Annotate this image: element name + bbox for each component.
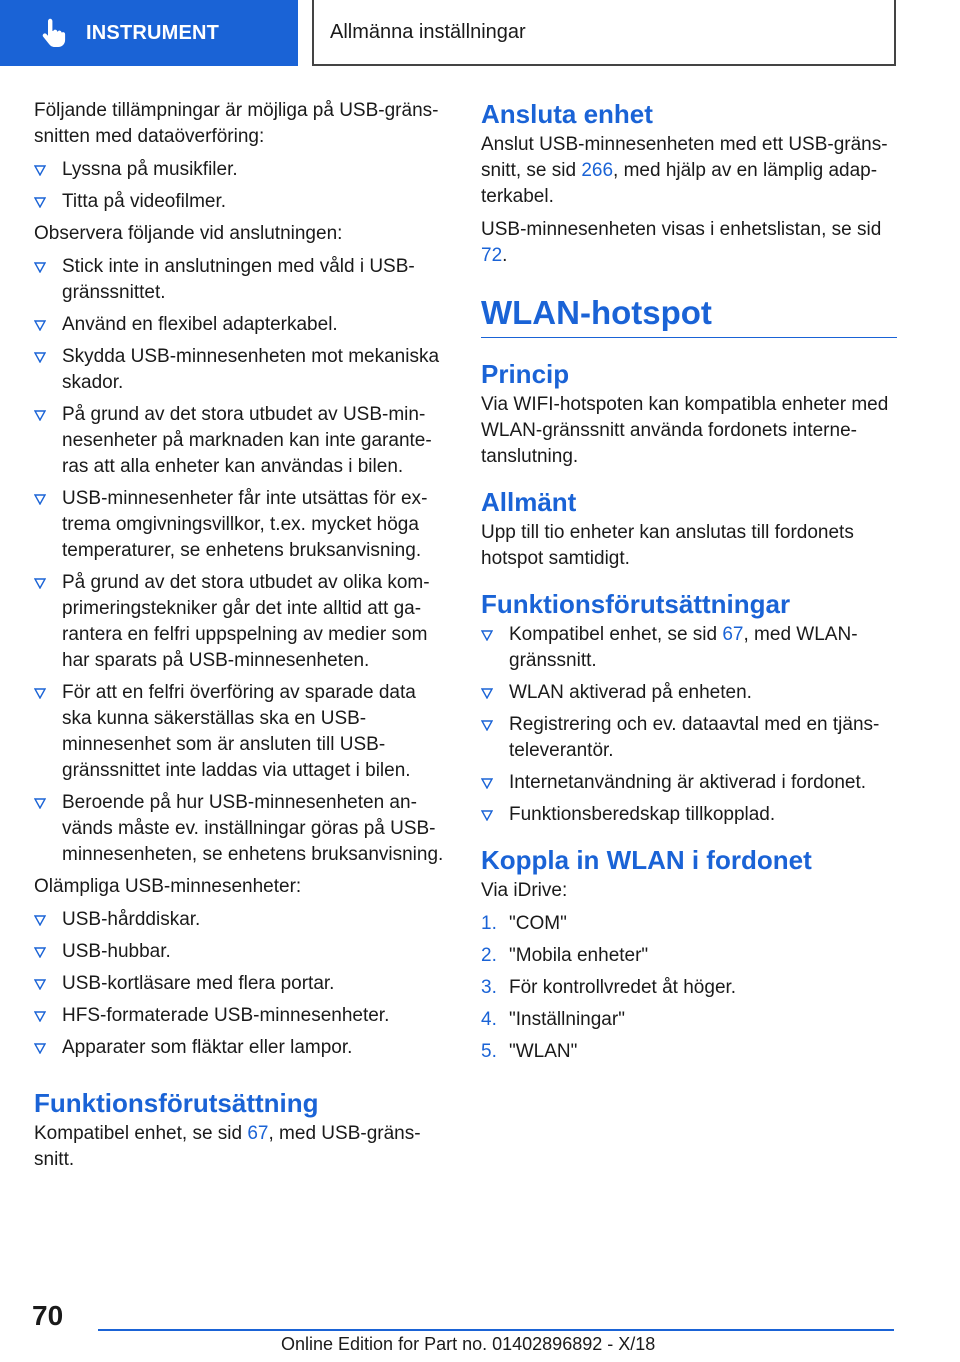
list-item: Stick inte in anslutningen med våld i USB-gränssnittet. [34,254,450,306]
triangle-bullet-icon [34,947,46,958]
step-item: 1. "COM" [481,911,897,937]
connect-text: Anslut USB-minnesenheten med ett USB-gränssnitt, se sid 266, med hjälp av en lämplig adapterkabel. [481,134,888,207]
left-column [34,98,450,1180]
step-item: 3. För kontrollvredet åt höger. [481,975,897,1001]
requirements-heading: Funktionsförutsättningar [481,589,791,619]
chapter-tab-label: INSTRUMENT [86,21,220,44]
apps-list [34,157,450,215]
requirement-text: Kompatibel enhet, se sid 67, med USB-gränssnitt. [34,1123,421,1170]
step-number: 4. [481,1009,497,1030]
step-item: 2. "Mobila enheter" [481,943,897,969]
list-item: USB-kortläsare med flera portar. [34,971,450,997]
unsuitable-text: Olämpliga USB-minnesenheter: [34,876,302,897]
list-item: Skydda USB-minnesenheten mot mekaniska skador. [34,344,450,396]
list-item: WLAN aktiverad på enheten. [481,680,897,706]
step-number: 2. [481,945,497,966]
triangle-bullet-icon [34,197,46,208]
triangle-bullet-icon [481,720,493,731]
list-item: Apparater som fläktar eller lampor. [34,1035,450,1061]
principle-heading: Princip [481,359,570,389]
triangle-bullet-icon [34,262,46,273]
triangle-bullet-icon [34,979,46,990]
list-item: Beroende på hur USB-minnesenheten används måste ev. inställningar göras på USB-minnesenheten, se enhetens bruksanvisning. [34,790,450,868]
step-item: 4. "Inställningar" [481,1007,897,1033]
list-item: Funktionsberedskap tillkopplad. [481,802,897,828]
triangle-bullet-icon [34,688,46,699]
list-item: På grund av det stora utbudet av olika komprimeringstekniker går det inte alltid att garantera en felfri uppspelning av medier som har sparats på USB-minnesenheten. [34,570,450,674]
page-link-67[interactable]: 67 [247,1123,269,1144]
list-item: Använd en flexibel adapterkabel. [34,312,450,338]
triangle-bullet-icon [34,915,46,926]
list-item: HFS-formaterade USB-minnesenheter. [34,1003,450,1029]
right-column [481,98,897,1071]
requirements-list [481,622,897,828]
triangle-bullet-icon [34,494,46,505]
observe-text: Observera följande vid anslutningen: [34,223,343,244]
unsuitable-list [34,907,450,1061]
triangle-bullet-icon [34,410,46,421]
general-heading: Allmänt [481,487,577,517]
list-item: För att en felfri överföring av sparade data ska kunna säkerställas ska en USB-minnesenhet som är ansluten till USB-gränssnittet inte laddas via uttaget i bilen. [34,680,450,784]
edition-text: Online Edition for Part no. 01402896892 - X/18 [281,1334,656,1354]
connect-heading: Ansluta enhet [481,99,653,129]
triangle-bullet-icon [34,798,46,809]
step-number: 5. [481,1041,497,1062]
requirement-heading: Funktionsförutsättning [34,1088,319,1118]
triangle-bullet-icon [34,320,46,331]
step-item: 5. "WLAN" [481,1039,897,1065]
device-list-text: USB-minnesenheten visas i enhetslistan, se sid 72. [481,219,882,266]
steps-list [481,911,897,1065]
hand-pointer-icon [40,18,66,48]
chapter-tab[interactable] [0,0,298,66]
page-link-72[interactable]: 72 [481,245,503,266]
general-text: Upp till tio enheter kan anslutas till fordonets hotspot samtidigt. [481,522,854,569]
footer-divider [98,1329,894,1331]
triangle-bullet-icon [481,810,493,821]
triangle-bullet-icon [34,578,46,589]
step-number: 1. [481,913,497,934]
triangle-bullet-icon [34,1011,46,1022]
triangle-bullet-icon [481,778,493,789]
list-item: Registrering och ev. dataavtal med en tjänsteleverantör. [481,712,897,764]
observe-list [34,254,450,868]
via-text: Via iDrive: [481,880,568,901]
page-link-266[interactable]: 266 [581,160,614,181]
page-number: 70 [32,1300,64,1331]
list-item: USB-minnesenheter får inte utsättas för extrema omgivningsvillkor, t.ex. mycket höga temperaturer, se enhetens bruksanvisning. [34,486,450,564]
triangle-bullet-icon [34,165,46,176]
triangle-bullet-icon [34,1043,46,1054]
list-item: Internetanvändning är aktiverad i fordonet. [481,770,897,796]
list-item: Kompatibel enhet, se sid 67, med WLAN-gränssnitt. [481,622,897,674]
wlan-hotspot-heading: WLAN-hotspot [481,293,897,338]
list-item: Lyssna på musikfiler. [34,157,450,183]
section-title: Allmänna inställningar [330,20,526,43]
enable-wlan-heading: Koppla in WLAN i fordonet [481,845,812,875]
list-item: På grund av det stora utbudet av USB-minnesenheter på marknaden kan inte garanteras att alla enheter kan användas i bilen. [34,402,450,480]
triangle-bullet-icon [481,630,493,641]
list-item: USB-hubbar. [34,939,450,965]
triangle-bullet-icon [34,352,46,363]
triangle-bullet-icon [481,688,493,699]
principle-text: Via WIFI-hotspoten kan kompatibla enheter med WLAN-gränssnitt använda fordonets internetanslutning. [481,394,889,467]
list-item: Titta på videofilmer. [34,189,450,215]
intro-text: Följande tillämpningar är möjliga på USB-gränssnitten med dataöverföring: [34,100,439,147]
step-number: 3. [481,977,497,998]
section-title-box [312,0,896,66]
page-link-67[interactable]: 67 [722,624,744,645]
list-item: USB-hårddiskar. [34,907,450,933]
